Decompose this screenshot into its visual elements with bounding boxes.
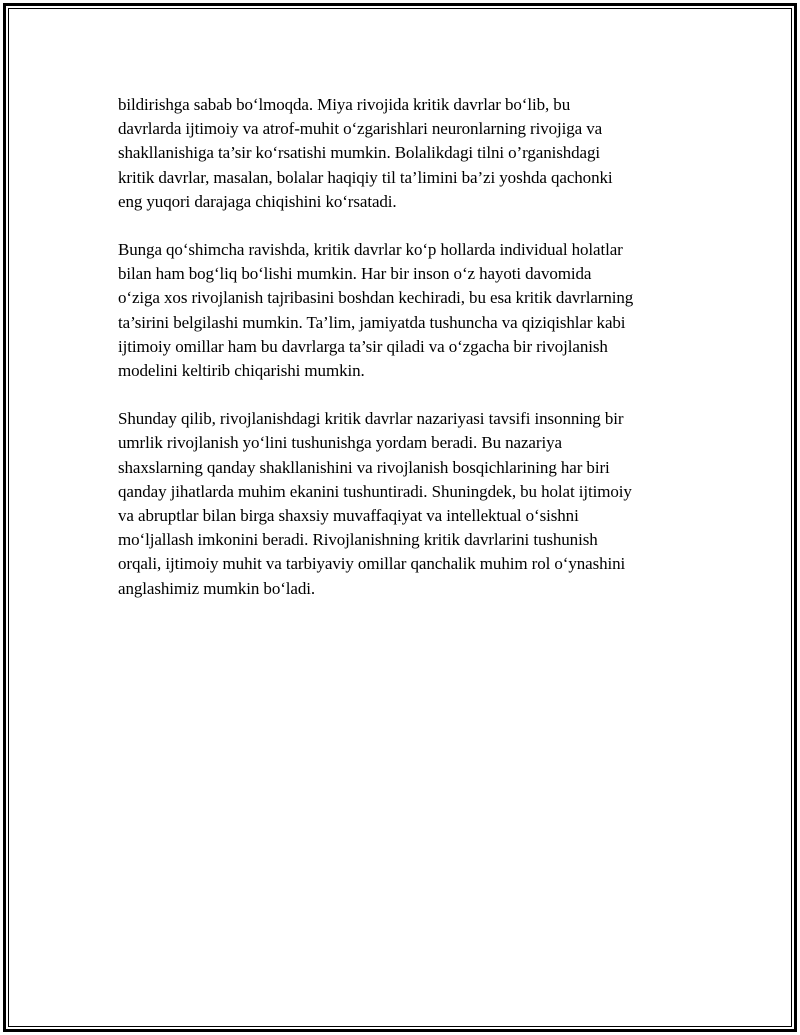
paragraph-2: Bunga qo‘shimcha ravishda, kritik davrlar ko‘p hollarda individual holatlar bilan ham bog‘liq bo‘lishi mumkin. Har bir inson o‘z hayoti davomida o‘ziga xos rivojlanish tajribasini boshdan kechiradi, bu esa kritik davrlarning ta’sirini belgilashi mumkin. Ta’lim, jamiyatda tushuncha va qiziqishlar kabi ijtimoiy omillar ham bu davrlarga ta’sir qiladi va o‘zgacha bir rivojlanish modelini keltirib chiqarishi mumkin.: [118, 240, 634, 381]
document-body: [118, 93, 698, 625]
paragraph-3: Shunday qilib, rivojlanishdagi kritik davrlar nazariyasi tavsifi insonning bir umrlik rivojlanish yo‘lini tushunishga yordam beradi. Bu nazariya shaxslarning qanday shakllanishini va rivojlanish bosqichlarining har biri qanday jihatlarda muhim ekanini tushuntiradi. Shuningdek, bu holat ijtimoiy va abruptlar bilan birga shaxsiy muvaffaqiyat va intellektual o‘sishni mo‘ljallash imkonini beradi. Rivojlanishning kritik davrlarini tushunish orqali, ijtimoiy muhit va tarbiyaviy omillar qanchalik muhim rol o‘ynashini anglashimiz mumkin bo‘ladi.: [118, 409, 632, 598]
paragraph-1: bildirishga sabab bo‘lmoqda. Miya rivojida kritik davrlar bo‘lib, bu davrlarda ijtimoiy va atrof-muhit o‘zgarishlari neuronlarning rivojiga va shakllanishiga ta’sir ko‘rsatishi mumkin. Bolalikdagi tilni o’rganishdagi kritik davrlar, masalan, bolalar haqiqiy til ta’limini ba’zi yoshda qachonki eng yuqori darajaga chiqishini ko‘rsatadi.: [118, 95, 613, 211]
